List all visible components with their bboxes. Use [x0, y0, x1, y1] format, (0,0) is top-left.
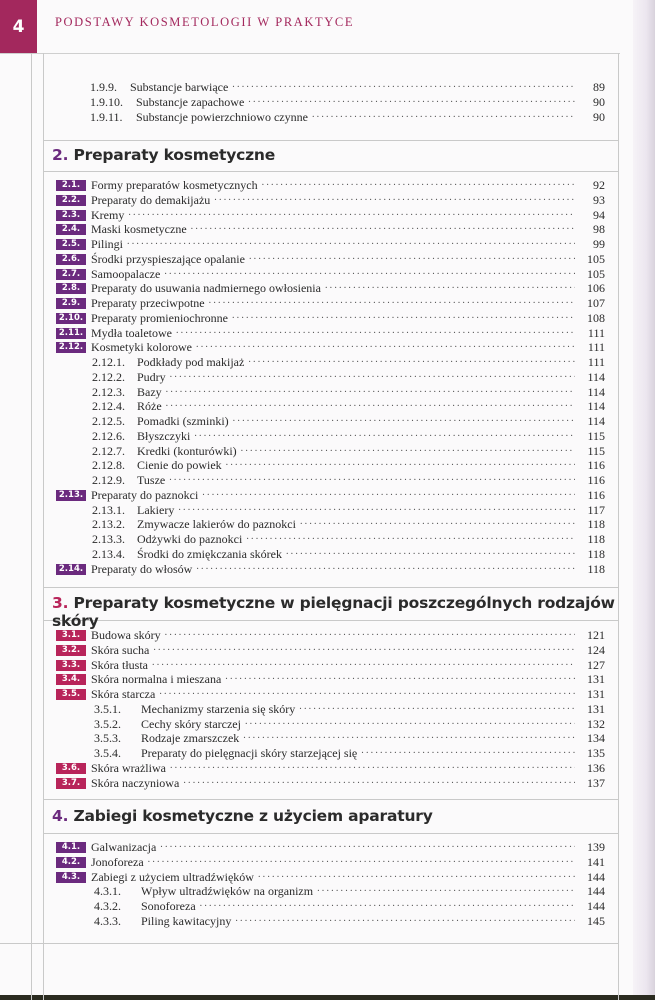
- entry-page: 132: [587, 716, 605, 731]
- section-badge: 2.5.: [56, 239, 86, 250]
- entry-number: 2.12.6.: [92, 428, 125, 443]
- entry-title: Skóra wrażliwa: [91, 760, 166, 775]
- entry-page: 114: [587, 414, 605, 428]
- section-badge: 2.1.: [56, 180, 86, 191]
- leader-dots: [128, 206, 575, 220]
- toc-entry[interactable]: [94, 914, 605, 928]
- toc-entry[interactable]: [90, 80, 605, 94]
- entry-number: 4.3.3.: [94, 913, 121, 928]
- leader-dots: [286, 545, 575, 559]
- leader-dots: [245, 715, 575, 729]
- divider: [43, 587, 619, 588]
- divider: [0, 943, 619, 944]
- divider: [43, 171, 619, 172]
- entry-number: 2.12.9.: [92, 473, 125, 487]
- entry-number: 3.5.1.: [94, 701, 121, 716]
- entry-title: Piling kawitacyjny: [141, 913, 232, 928]
- entry-page: 121: [587, 628, 605, 642]
- entry-page: 118: [587, 546, 605, 561]
- leader-dots: [183, 774, 575, 788]
- divider: [43, 799, 619, 800]
- toc-entry[interactable]: [56, 776, 605, 790]
- entry-page: 92: [593, 178, 605, 192]
- left-margin-rule-outer: [31, 53, 32, 1000]
- section-badge: 3.4.: [56, 674, 86, 685]
- entry-page: 127: [587, 657, 605, 672]
- section-badge: 4.2.: [56, 857, 86, 868]
- entry-title: Odżywki do paznokci: [137, 532, 243, 546]
- entry-title: Pilingi: [91, 237, 124, 251]
- leader-dots: [262, 176, 575, 190]
- section-badge: 2.7.: [56, 269, 86, 280]
- entry-page: 107: [587, 296, 605, 310]
- leader-dots: [166, 397, 575, 411]
- section-badge: 2.2.: [56, 195, 86, 206]
- running-title: PODSTAWY KOSMETOLOGII W PRAKTYCE: [55, 15, 355, 29]
- leader-dots: [233, 412, 575, 426]
- entry-title: Pomadki (szminki): [137, 414, 229, 428]
- entry-page: 139: [587, 840, 605, 854]
- entry-page: 98: [593, 222, 605, 237]
- entry-number: 2.12.8.: [92, 458, 125, 473]
- entry-page: 89: [593, 80, 605, 94]
- section-badge: 3.7.: [56, 778, 86, 789]
- leader-dots: [317, 882, 575, 896]
- leader-dots: [148, 853, 575, 867]
- section-badge: 3.5.: [56, 689, 86, 700]
- entry-title: Kosmetyki kolorowe: [91, 340, 192, 355]
- leader-dots: [194, 427, 575, 441]
- entry-page: 111: [587, 340, 605, 355]
- page-edge-shadow: [633, 0, 655, 1000]
- entry-number: 1.9.9.: [90, 80, 117, 94]
- entry-title: Preparaty do paznokci: [91, 487, 199, 502]
- entry-number: 2.12.4.: [92, 399, 125, 414]
- entry-number: 1.9.10.: [90, 95, 123, 109]
- leader-dots: [196, 560, 575, 574]
- entry-title: Preparaty do demakijażu: [91, 192, 211, 207]
- entry-title: Podkłady pod makijaż: [137, 355, 245, 369]
- section-badge: 2.9.: [56, 298, 86, 309]
- entry-number: 2.13.3.: [92, 532, 125, 546]
- leader-dots: [299, 700, 575, 714]
- leader-dots: [152, 656, 575, 670]
- entry-number: 2.12.3.: [92, 384, 125, 399]
- leader-dots: [232, 309, 575, 323]
- entry-page: 90: [593, 110, 605, 124]
- entry-page: 118: [587, 517, 605, 532]
- entry-title: Sonoforeza: [141, 899, 196, 913]
- entry-title: Cechy skóry starczej: [141, 716, 241, 731]
- leader-dots: [300, 515, 575, 529]
- page-number: 4: [0, 0, 37, 53]
- entry-page: 114: [587, 369, 605, 384]
- entry-page: 99: [593, 237, 605, 251]
- leader-dots: [226, 456, 575, 470]
- entry-page: 93: [593, 192, 605, 207]
- chapter-number: 2.: [52, 146, 69, 164]
- chapter-title-text: Preparaty kosmetyczne w pielęgnacji poszczególnych rodzajów skóry: [52, 594, 615, 630]
- leader-dots: [225, 670, 575, 684]
- entry-title: Kredki (konturówki): [137, 443, 237, 458]
- leader-dots: [248, 93, 575, 107]
- chapter-2-title[interactable]: [52, 146, 275, 164]
- right-frame-rule: [618, 53, 619, 1000]
- entry-number: 2.13.4.: [92, 546, 125, 561]
- section-badge: 3.2.: [56, 645, 86, 656]
- entry-number: 3.5.2.: [94, 716, 121, 731]
- entry-number: 2.12.2.: [92, 369, 125, 384]
- leader-dots: [241, 442, 575, 456]
- entry-number: 3.5.3.: [94, 731, 121, 746]
- entry-page: 141: [587, 854, 605, 869]
- entry-number: 4.3.1.: [94, 884, 121, 899]
- entry-page: 136: [587, 760, 605, 775]
- entry-page: 111: [587, 325, 605, 340]
- divider: [43, 140, 619, 141]
- section-badge: 3.1.: [56, 630, 86, 641]
- section-badge: 2.4.: [56, 224, 86, 235]
- entry-page: 144: [587, 899, 605, 913]
- toc-entry[interactable]: [90, 95, 605, 109]
- section-badge: 2.11.: [56, 328, 86, 339]
- entry-page: 131: [587, 687, 605, 701]
- entry-title: Skóra naczyniowa: [91, 775, 180, 790]
- entry-page: 114: [587, 384, 605, 399]
- scan-bottom-edge: [0, 995, 655, 1000]
- entry-page: 137: [587, 775, 605, 790]
- entry-page: 90: [593, 95, 605, 109]
- section-badge: 2.13.: [56, 490, 86, 501]
- entry-page: 131: [587, 701, 605, 716]
- entry-page: 131: [587, 672, 605, 687]
- leader-dots: [249, 250, 575, 264]
- leader-dots: [166, 383, 575, 397]
- entry-title: Mydła toaletowe: [91, 325, 172, 340]
- entry-title: Preparaty promieniochronne: [91, 310, 228, 325]
- entry-page: 115: [587, 443, 605, 458]
- entry-title: Budowa skóry: [91, 628, 161, 642]
- leader-dots: [243, 729, 575, 743]
- section-badge: 4.1.: [56, 842, 86, 853]
- chapter-number: 4.: [52, 807, 69, 825]
- leader-dots: [325, 279, 575, 293]
- entry-title: Skóra tłusta: [91, 657, 148, 672]
- divider: [43, 833, 619, 834]
- leader-dots: [170, 368, 575, 382]
- left-margin-rule-inner: [43, 53, 44, 1000]
- entry-title: Błyszczyki: [137, 428, 191, 443]
- leader-dots: [258, 868, 575, 882]
- entry-number: 2.13.1.: [92, 502, 125, 517]
- entry-title: Preparaty do pielęgnacji skóry starzejącej się: [141, 746, 358, 760]
- entry-page: 108: [587, 310, 605, 325]
- section-badge: 4.3.: [56, 872, 86, 883]
- entry-page: 118: [587, 532, 605, 546]
- entry-page: 106: [587, 281, 605, 296]
- entry-title: Preparaty do włosów: [91, 561, 193, 576]
- entry-title: Środki przyspieszające opalanie: [91, 251, 245, 266]
- section-badge: 2.10.: [56, 313, 86, 324]
- entry-title: Skóra sucha: [91, 642, 150, 657]
- entry-title: Preparaty przeciwpotne: [91, 296, 205, 310]
- leader-dots: [159, 685, 575, 699]
- leader-dots: [200, 897, 575, 911]
- chapter-title-text: Preparaty kosmetyczne: [73, 146, 276, 164]
- entry-title: Mechanizmy starzenia się skóry: [141, 701, 296, 716]
- leader-dots: [191, 220, 575, 234]
- entry-title: Skóra normalna i mieszana: [91, 672, 222, 687]
- entry-page: 124: [587, 642, 605, 657]
- leader-dots: [248, 353, 575, 367]
- entry-title: Tusze: [137, 473, 166, 487]
- leader-dots: [178, 501, 575, 515]
- leader-dots: [214, 191, 575, 205]
- entry-page: 116: [587, 487, 605, 502]
- entry-page: 135: [587, 746, 605, 760]
- entry-page: 118: [587, 561, 605, 576]
- section-badge: 2.14.: [56, 564, 86, 575]
- leader-dots: [246, 530, 575, 544]
- entry-title: Substancje barwiące: [130, 80, 229, 94]
- leader-dots: [235, 912, 575, 926]
- leader-dots: [153, 641, 575, 655]
- section-badge: 2.3.: [56, 210, 86, 221]
- leader-dots: [164, 265, 575, 279]
- entry-title: Substancje powierzchniowo czynne: [136, 110, 308, 124]
- entry-title: Jonoforeza: [91, 854, 144, 869]
- leader-dots: [169, 471, 575, 485]
- leader-dots: [361, 744, 575, 758]
- toc-entry[interactable]: [90, 110, 605, 124]
- entry-page: 105: [587, 251, 605, 266]
- entry-number: 3.5.4.: [94, 746, 121, 760]
- entry-title: Bazy: [137, 384, 162, 399]
- entry-title: Maski kosmetyczne: [91, 222, 187, 237]
- chapter-title-text: Zabiegi kosmetyczne z użyciem aparatury: [73, 807, 433, 825]
- leader-dots: [160, 838, 575, 852]
- leader-dots: [176, 324, 575, 338]
- entry-page: 134: [587, 731, 605, 746]
- entry-title: Rodzaje zmarszczek: [141, 731, 240, 746]
- entry-page: 94: [593, 207, 605, 222]
- entry-title: Kremy: [91, 207, 125, 222]
- leader-dots: [170, 759, 575, 773]
- section-badge: 2.6.: [56, 254, 86, 265]
- entry-title: Cienie do powiek: [137, 458, 222, 473]
- entry-title: Środki do zmiękczania skórek: [137, 546, 282, 561]
- leader-dots: [165, 626, 575, 640]
- entry-title: Formy preparatów kosmetycznych: [91, 178, 258, 192]
- leader-dots: [312, 108, 575, 122]
- entry-title: Galwanizacja: [91, 840, 157, 854]
- entry-page: 115: [587, 428, 605, 443]
- leader-dots: [196, 338, 575, 352]
- section-badge: 3.3.: [56, 660, 86, 671]
- entry-number: 2.12.1.: [92, 355, 125, 369]
- entry-title: Zmywacze lakierów do paznokci: [137, 517, 296, 532]
- entry-page: 145: [587, 913, 605, 928]
- leader-dots: [202, 486, 575, 500]
- entry-page: 144: [587, 884, 605, 899]
- chapter-3-title[interactable]: [52, 594, 655, 630]
- entry-number: 4.3.2.: [94, 899, 121, 913]
- entry-page: 144: [587, 869, 605, 884]
- entry-page: 116: [587, 473, 605, 487]
- entry-page: 114: [587, 399, 605, 414]
- entry-page: 116: [587, 458, 605, 473]
- section-badge: 3.6.: [56, 763, 86, 774]
- entry-number: 1.9.11.: [90, 110, 123, 124]
- entry-page: 105: [587, 266, 605, 281]
- entry-title: Zabiegi z użyciem ultradźwięków: [91, 869, 254, 884]
- entry-page: 117: [587, 502, 605, 517]
- chapter-number: 3.: [52, 594, 69, 612]
- leader-dots: [209, 294, 575, 308]
- entry-number: 2.13.2.: [92, 517, 125, 532]
- entry-title: Substancje zapachowe: [136, 95, 245, 109]
- entry-title: Samoopalacze: [91, 266, 161, 281]
- section-badge: 2.8.: [56, 283, 86, 294]
- entry-page: 111: [587, 355, 605, 369]
- entry-title: Wpływ ultradźwięków na organizm: [141, 884, 314, 899]
- page-header: [0, 0, 620, 54]
- entry-title: Skóra starcza: [91, 687, 156, 701]
- toc-entry[interactable]: [56, 562, 605, 576]
- entry-title: Preparaty do usuwania nadmiernego owłosienia: [91, 281, 321, 296]
- entry-title: Pudry: [137, 369, 166, 384]
- entry-title: Lakiery: [137, 502, 175, 517]
- entry-title: Róże: [137, 399, 162, 414]
- section-badge: 2.12.: [56, 342, 86, 353]
- leader-dots: [127, 235, 575, 249]
- entry-number: 2.12.7.: [92, 443, 125, 458]
- entry-number: 2.12.5.: [92, 414, 125, 428]
- leader-dots: [232, 78, 575, 92]
- chapter-4-title[interactable]: [52, 807, 433, 825]
